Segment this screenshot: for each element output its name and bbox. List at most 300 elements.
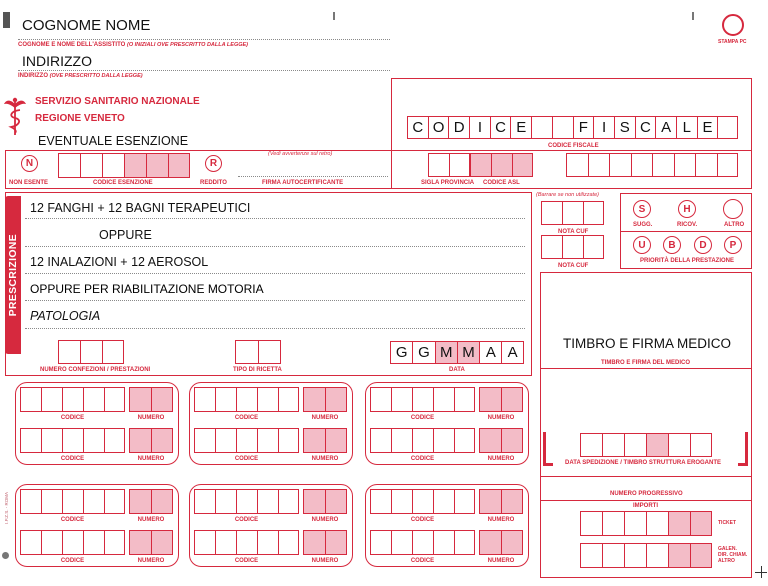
prestazione-numero-box[interactable] xyxy=(479,428,501,453)
prestazione-numero-box[interactable] xyxy=(479,387,501,412)
prescription-rule xyxy=(25,300,525,301)
prestazione-numero-box[interactable] xyxy=(151,489,173,514)
prestazione-numero-box[interactable] xyxy=(129,489,151,514)
numero-confezioni-box[interactable] xyxy=(80,340,102,364)
extra-code-boxes xyxy=(566,153,738,177)
prestazione-numero-row xyxy=(303,530,347,555)
firma-autocertificante-line[interactable] xyxy=(238,176,388,177)
codice-asl-label: CODICE ASL xyxy=(483,180,520,186)
priorita-u-checkbox[interactable] xyxy=(633,236,651,254)
codice-esenzione-boxes xyxy=(58,153,190,178)
prestazione-codice-row xyxy=(194,489,299,514)
tipo-ricetta-label: TIPO DI RICETTA xyxy=(233,367,282,373)
extra-code-box[interactable] xyxy=(588,153,610,177)
reddito-mark: R xyxy=(209,158,218,169)
priorita-b-mark: B xyxy=(668,239,676,251)
prestazione-codice-row xyxy=(20,530,125,555)
ricov-mark: H xyxy=(683,203,691,215)
prestazione-codice-box[interactable] xyxy=(257,489,278,514)
prestazione-codice-row xyxy=(370,489,475,514)
prestazione-codice-box[interactable] xyxy=(104,428,125,453)
codice-esenzione-box[interactable] xyxy=(124,153,146,178)
registration-mark xyxy=(692,12,694,20)
prestazione-numero-box[interactable] xyxy=(129,387,151,412)
printer-mark: I.P.Z.S. - ROMA xyxy=(4,492,9,524)
priorita-p-checkbox[interactable] xyxy=(724,236,742,254)
erogazione-divider xyxy=(540,476,752,477)
galen-box[interactable] xyxy=(624,543,646,568)
nota-cuf-boxes-1 xyxy=(541,201,604,225)
prestazione-codice-box[interactable] xyxy=(278,530,299,555)
ticket-box[interactable] xyxy=(646,511,668,536)
registration-dot xyxy=(2,552,9,559)
prestazione-codice-box[interactable] xyxy=(104,387,125,412)
numero-label: NUMERO xyxy=(487,517,515,523)
galen-box[interactable] xyxy=(602,543,624,568)
prestazione-codice-box[interactable] xyxy=(215,489,236,514)
codice-asl-boxes xyxy=(470,153,533,177)
prestazione-codice-box[interactable] xyxy=(278,387,299,412)
extra-code-box[interactable] xyxy=(674,153,696,177)
priorita-b-checkbox[interactable] xyxy=(663,236,681,254)
ticket-box[interactable] xyxy=(690,511,712,536)
codice-fiscale-char-box[interactable]: C xyxy=(490,116,511,139)
prestazione-codice-box[interactable] xyxy=(236,530,257,555)
patient-address-label-text: INDIRIZZO xyxy=(18,73,48,79)
prestazione-codice-row xyxy=(20,489,125,514)
prescrizione-side-bar xyxy=(5,196,21,354)
prestazione-numero-box[interactable] xyxy=(501,387,523,412)
prestazione-numero-box[interactable] xyxy=(303,489,325,514)
prestazione-codice-row xyxy=(20,428,125,453)
prestazione-codice-box[interactable] xyxy=(41,489,62,514)
numero-label: NUMERO xyxy=(487,415,515,421)
numero-progressivo-label: NUMERO PROGRESSIVO xyxy=(610,491,683,497)
sigla-provincia-box[interactable] xyxy=(428,153,449,177)
prestazione-codice-box[interactable] xyxy=(62,428,83,453)
nota-cuf-boxes-2 xyxy=(541,235,604,259)
prestazione-codice-box[interactable] xyxy=(433,428,454,453)
data-spedizione-boxes xyxy=(580,433,712,457)
prestazione-numero-row xyxy=(303,428,347,453)
prescription-line-5[interactable]: PATOLOGIA xyxy=(30,309,101,323)
prescription-rule xyxy=(25,246,525,247)
numero-label: NUMERO xyxy=(137,456,165,462)
nota-cuf-box[interactable] xyxy=(583,235,604,259)
prestazione-codice-box[interactable] xyxy=(257,387,278,412)
prestazione-codice-row xyxy=(370,530,475,555)
codice-fiscale-char-box[interactable]: A xyxy=(655,116,676,139)
prestazione-codice-box[interactable] xyxy=(194,530,215,555)
prestazione-codice-row xyxy=(370,387,475,412)
caduceus-icon xyxy=(3,95,27,137)
data-spedizione-label: DATA SPEDIZIONE / TIMBRO STRUTTURA EROGANTE xyxy=(565,460,721,466)
codice-asl-box[interactable] xyxy=(512,153,533,177)
prescription-line-2[interactable]: OPPURE xyxy=(99,228,152,242)
numero-label: NUMERO xyxy=(311,558,339,564)
tipo-ricetta-boxes xyxy=(235,340,281,364)
prestazione-numero-box[interactable] xyxy=(479,489,501,514)
prestazione-numero-row xyxy=(303,387,347,412)
prestazione-codice-box[interactable] xyxy=(433,387,454,412)
extra-code-box[interactable] xyxy=(695,153,717,177)
ticket-boxes xyxy=(580,511,712,536)
codice-esenzione-label: CODICE ESENZIONE xyxy=(93,180,153,186)
prestazione-numero-row xyxy=(479,530,523,555)
prestazione-numero-row xyxy=(129,387,173,412)
codice-esenzione-box[interactable] xyxy=(168,153,190,178)
prestazione-codice-box[interactable] xyxy=(391,530,412,555)
numero-confezioni-box[interactable] xyxy=(102,340,124,364)
codice-fiscale-char-box[interactable]: C xyxy=(407,116,428,139)
data-label: DATA xyxy=(449,367,465,373)
altro-checkbox[interactable] xyxy=(723,199,743,219)
prestazione-codice-box[interactable] xyxy=(278,489,299,514)
priorita-d-checkbox[interactable] xyxy=(694,236,712,254)
codice-fiscale-char-box[interactable]: D xyxy=(448,116,469,139)
prestazione-codice-box[interactable] xyxy=(104,489,125,514)
prestazione-codice-box[interactable] xyxy=(194,489,215,514)
extra-code-box[interactable] xyxy=(566,153,588,177)
numero-confezioni-label: NUMERO CONFEZIONI / PRESTAZIONI xyxy=(40,367,151,373)
priorita-d-mark: D xyxy=(699,239,707,251)
codice-fiscale-char-box[interactable] xyxy=(717,116,738,139)
timbro-divider xyxy=(540,368,752,369)
nota-cuf-box[interactable] xyxy=(541,201,562,225)
firma-autocertificante-label: FIRMA AUTOCERTIFICANTE xyxy=(262,180,344,186)
galen-box[interactable] xyxy=(580,543,602,568)
numero-label: NUMERO xyxy=(487,456,515,462)
prescription-line-3[interactable]: 12 INALAZIONI + 12 AEROSOL xyxy=(30,255,209,269)
patient-address-line xyxy=(18,70,390,71)
numero-label: NUMERO xyxy=(311,456,339,462)
sugg-mark: S xyxy=(638,203,646,215)
prestazione-codice-box[interactable] xyxy=(194,387,215,412)
codice-esenzione-box[interactable] xyxy=(58,153,80,178)
prestazione-numero-row xyxy=(129,489,173,514)
codice-fiscale-char-box[interactable] xyxy=(552,116,573,139)
prestazione-codice-box[interactable] xyxy=(215,387,236,412)
ticket-box[interactable] xyxy=(624,511,646,536)
prestazione-codice-box[interactable] xyxy=(412,428,433,453)
prestazione-numero-box[interactable] xyxy=(325,530,347,555)
prestazione-codice-box[interactable] xyxy=(412,387,433,412)
stampa-pc-label: STAMPA PC xyxy=(718,39,747,45)
extra-code-box[interactable] xyxy=(631,153,653,177)
prestazione-numero-box[interactable] xyxy=(501,530,523,555)
timbro-firma-medico-field[interactable]: TIMBRO E FIRMA MEDICO xyxy=(563,336,732,351)
extra-code-box[interactable] xyxy=(609,153,631,177)
ticket-label: TICKET xyxy=(718,520,737,526)
prestazione-codice-box[interactable] xyxy=(391,387,412,412)
patient-name-label-text: COGNOME E NOME DELL'ASSISTITO xyxy=(18,42,126,48)
galen-label-line: GALEN. xyxy=(718,546,737,552)
codice-label: CODICE xyxy=(234,415,259,421)
data-boxes xyxy=(390,341,524,364)
prestazione-codice-box[interactable] xyxy=(236,489,257,514)
prestazione-codice-box[interactable] xyxy=(62,489,83,514)
timbro-firma-medico-label: TIMBRO E FIRMA DEL MEDICO xyxy=(601,360,690,366)
codice-fiscale-divider xyxy=(391,150,752,151)
prestazione-numero-box[interactable] xyxy=(325,489,347,514)
prestazione-numero-box[interactable] xyxy=(325,387,347,412)
prestazione-codice-box[interactable] xyxy=(257,530,278,555)
codice-label: CODICE xyxy=(60,415,85,421)
region-name: REGIONE VENETO xyxy=(35,113,125,124)
nota-cuf-label: NOTA CUF xyxy=(558,229,589,235)
prestazione-codice-box[interactable] xyxy=(454,530,475,555)
prestazione-numero-box[interactable] xyxy=(129,530,151,555)
codice-fiscale-char-box[interactable]: E xyxy=(510,116,531,139)
numero-label: NUMERO xyxy=(137,415,165,421)
prescription-rule xyxy=(25,218,525,219)
esenzione-heading: EVENTUALE ESENZIONE xyxy=(38,134,189,148)
codice-esenzione-box[interactable] xyxy=(80,153,102,178)
ticket-box[interactable] xyxy=(580,511,602,536)
sigla-provincia-boxes xyxy=(428,153,470,177)
codice-asl-box[interactable] xyxy=(470,153,491,177)
erogazione-divider xyxy=(540,500,752,501)
data-spedizione-box[interactable] xyxy=(668,433,690,457)
prestazione-codice-box[interactable] xyxy=(370,428,391,453)
prestazione-numero-row xyxy=(479,387,523,412)
patient-address-label xyxy=(18,73,143,80)
prestazione-codice-box[interactable] xyxy=(278,428,299,453)
galen-box[interactable] xyxy=(646,543,668,568)
prestazione-codice-box[interactable] xyxy=(41,428,62,453)
numero-confezioni-boxes xyxy=(58,340,124,364)
codice-label: CODICE xyxy=(234,558,259,564)
nota-cuf-box[interactable] xyxy=(562,235,583,259)
codice-fiscale-char-box[interactable]: E xyxy=(697,116,718,139)
prestazione-codice-box[interactable] xyxy=(454,428,475,453)
codice-fiscale-char-box[interactable]: I xyxy=(469,116,490,139)
numero-label: NUMERO xyxy=(137,558,165,564)
nota-cuf-box[interactable] xyxy=(562,201,583,225)
priorita-p-mark: P xyxy=(729,239,737,251)
prestazione-codice-box[interactable] xyxy=(391,428,412,453)
codice-label: CODICE xyxy=(234,517,259,523)
prestazione-codice-box[interactable] xyxy=(20,489,41,514)
nota-cuf-note: (Barrare se non utilizzate) xyxy=(536,192,599,198)
codice-fiscale-char-box[interactable]: C xyxy=(635,116,656,139)
codice-fiscale-char-box[interactable]: F xyxy=(573,116,594,139)
data-box[interactable]: M xyxy=(435,341,457,364)
non-esente-label: NON ESENTE xyxy=(9,180,49,186)
altro-label: ALTRO xyxy=(724,222,745,228)
data-spedizione-box[interactable] xyxy=(646,433,668,457)
prestazione-codice-box[interactable] xyxy=(83,489,104,514)
prestazione-codice-box[interactable] xyxy=(391,489,412,514)
prestazione-numero-box[interactable] xyxy=(501,428,523,453)
data-spedizione-box[interactable] xyxy=(624,433,646,457)
prestazione-numero-box[interactable] xyxy=(151,530,173,555)
sugg-label: SUGG. xyxy=(633,222,653,228)
prestazione-codice-box[interactable] xyxy=(104,530,125,555)
patient-address-field[interactable]: INDIRIZZO xyxy=(22,53,92,69)
codice-fiscale-char-box[interactable]: I xyxy=(593,116,614,139)
nota-cuf-label: NOTA CUF xyxy=(558,263,589,269)
prestazione-numero-box[interactable] xyxy=(501,489,523,514)
prestazione-codice-box[interactable] xyxy=(20,428,41,453)
ticket-box[interactable] xyxy=(602,511,624,536)
nota-cuf-box[interactable] xyxy=(583,201,604,225)
prestazione-codice-box[interactable] xyxy=(41,530,62,555)
importi-label: IMPORTI xyxy=(633,503,658,509)
codice-label: CODICE xyxy=(410,415,435,421)
prestazione-numero-box[interactable] xyxy=(151,387,173,412)
prescription-rule xyxy=(25,273,525,274)
tipo-ricetta-box[interactable] xyxy=(235,340,258,364)
prestazione-numero-box[interactable] xyxy=(303,530,325,555)
prestazione-codice-box[interactable] xyxy=(236,428,257,453)
extra-code-box[interactable] xyxy=(652,153,674,177)
stampa-pc-checkbox[interactable] xyxy=(722,14,744,36)
codice-fiscale-label: CODICE FISCALE xyxy=(548,143,599,149)
prestazione-codice-box[interactable] xyxy=(62,530,83,555)
numero-confezioni-box[interactable] xyxy=(58,340,80,364)
prestazione-codice-row xyxy=(194,428,299,453)
prestazione-codice-box[interactable] xyxy=(370,530,391,555)
prestazione-codice-row xyxy=(194,530,299,555)
codice-fiscale-char-box[interactable]: O xyxy=(428,116,449,139)
prestazione-codice-box[interactable] xyxy=(83,530,104,555)
prestazione-numero-row xyxy=(129,428,173,453)
patient-name-line xyxy=(18,39,390,40)
prestazione-numero-row xyxy=(129,530,173,555)
prestazione-codice-box[interactable] xyxy=(215,428,236,453)
data-spedizione-box[interactable] xyxy=(690,433,712,457)
prestazione-numero-row xyxy=(479,428,523,453)
numero-label: NUMERO xyxy=(311,517,339,523)
prestazione-codice-box[interactable] xyxy=(370,387,391,412)
data-box[interactable]: G xyxy=(390,341,412,364)
prescription-line-1[interactable]: 12 FANGHI + 12 BAGNI TERAPEUTICI xyxy=(30,201,251,215)
codice-label: CODICE xyxy=(234,456,259,462)
tipo-ricetta-box[interactable] xyxy=(258,340,281,364)
accesso-priorita-divider xyxy=(620,231,752,232)
patient-name-label-note: (O INIZIALI OVE PRESCRITTO DALLA LEGGE) xyxy=(127,42,249,48)
prestazione-codice-box[interactable] xyxy=(433,530,454,555)
prestazione-codice-box[interactable] xyxy=(412,530,433,555)
codice-label: CODICE xyxy=(410,558,435,564)
patient-name-label xyxy=(18,42,248,49)
data-spedizione-box[interactable] xyxy=(602,433,624,457)
codice-label: CODICE xyxy=(410,517,435,523)
prestazione-codice-box[interactable] xyxy=(215,530,236,555)
prestazione-codice-box[interactable] xyxy=(194,428,215,453)
galen-boxes xyxy=(580,543,712,568)
corner-bracket-right xyxy=(738,432,748,466)
codice-label: CODICE xyxy=(410,456,435,462)
prestazione-numero-box[interactable] xyxy=(129,428,151,453)
prescrizione-label: PRESCRIZIONE xyxy=(7,233,19,317)
registration-mark xyxy=(333,12,335,20)
prestazione-numero-box[interactable] xyxy=(303,428,325,453)
codice-fiscale-boxes xyxy=(407,116,738,139)
corner-bracket-left xyxy=(543,432,553,466)
codice-fiscale-char-box[interactable] xyxy=(531,116,552,139)
codice-label: CODICE xyxy=(60,517,85,523)
codice-fiscale-char-box[interactable]: S xyxy=(614,116,635,139)
non-esente-checkbox[interactable] xyxy=(21,155,38,172)
prestazione-codice-row xyxy=(194,387,299,412)
codice-asl-box[interactable] xyxy=(491,153,512,177)
data-box[interactable]: A xyxy=(501,341,523,364)
patient-name-field[interactable]: COGNOME NOME xyxy=(22,17,151,34)
galen-label-line: ALTRO xyxy=(718,558,735,564)
prestazione-codice-box[interactable] xyxy=(454,489,475,514)
data-box[interactable]: G xyxy=(412,341,434,364)
sugg-checkbox[interactable] xyxy=(633,200,651,218)
ricov-checkbox[interactable] xyxy=(678,200,696,218)
prestazione-codice-box[interactable] xyxy=(236,387,257,412)
prestazione-codice-box[interactable] xyxy=(20,387,41,412)
prestazione-numero-box[interactable] xyxy=(303,387,325,412)
galen-box[interactable] xyxy=(690,543,712,568)
ricov-label: RICOV. xyxy=(677,222,698,228)
data-box[interactable]: M xyxy=(457,341,479,364)
prestazione-codice-box[interactable] xyxy=(433,489,454,514)
codice-esenzione-box[interactable] xyxy=(102,153,124,178)
prestazione-numero-box[interactable] xyxy=(479,530,501,555)
ssn-title: SERVIZIO SANITARIO NAZIONALE xyxy=(35,96,200,107)
patient-address-label-note: (OVE PRESCRITTO DALLA LEGGE) xyxy=(49,73,143,79)
prestazione-numero-box[interactable] xyxy=(151,428,173,453)
codice-esenzione-box[interactable] xyxy=(146,153,168,178)
galen-box[interactable] xyxy=(668,543,690,568)
prestazione-codice-row xyxy=(20,387,125,412)
codice-fiscale-char-box[interactable]: L xyxy=(676,116,697,139)
codice-label: CODICE xyxy=(60,456,85,462)
prestazione-codice-row xyxy=(370,428,475,453)
extra-code-box[interactable] xyxy=(717,153,739,177)
prestazione-codice-box[interactable] xyxy=(62,387,83,412)
prestazione-codice-box[interactable] xyxy=(83,428,104,453)
prestazione-numero-box[interactable] xyxy=(325,428,347,453)
prestazione-codice-box[interactable] xyxy=(20,530,41,555)
numero-label: NUMERO xyxy=(311,415,339,421)
reddito-checkbox[interactable] xyxy=(205,155,222,172)
prestazione-codice-box[interactable] xyxy=(83,387,104,412)
numero-label: NUMERO xyxy=(137,517,165,523)
galen-label-line: DIR. CHIAM. xyxy=(718,552,748,558)
prestazione-codice-box[interactable] xyxy=(41,387,62,412)
sigla-provincia-box[interactable] xyxy=(449,153,470,177)
prestazione-codice-box[interactable] xyxy=(370,489,391,514)
data-box[interactable]: A xyxy=(479,341,501,364)
priorita-label: PRIORITÀ DELLA PRESTAZIONE xyxy=(640,258,735,264)
prescription-line-4[interactable]: OPPURE PER RIABILITAZIONE MOTORIA xyxy=(30,282,264,296)
prestazione-codice-box[interactable] xyxy=(412,489,433,514)
prestazione-numero-row xyxy=(479,489,523,514)
numero-label: NUMERO xyxy=(487,558,515,564)
reddito-label: REDDITO xyxy=(200,180,227,186)
prescription-rule xyxy=(25,328,525,329)
registration-cross-mark xyxy=(761,566,762,578)
priorita-u-mark: U xyxy=(638,239,646,251)
prestazione-codice-box[interactable] xyxy=(454,387,475,412)
registration-mark xyxy=(3,12,10,28)
avvertenze-note: (Vedi avvertenze sul retro) xyxy=(268,151,333,157)
non-esente-mark: N xyxy=(25,158,34,169)
nota-cuf-box[interactable] xyxy=(541,235,562,259)
prestazione-codice-box[interactable] xyxy=(257,428,278,453)
ticket-box[interactable] xyxy=(668,511,690,536)
codice-label: CODICE xyxy=(60,558,85,564)
data-spedizione-box[interactable] xyxy=(580,433,602,457)
prestazione-numero-row xyxy=(303,489,347,514)
